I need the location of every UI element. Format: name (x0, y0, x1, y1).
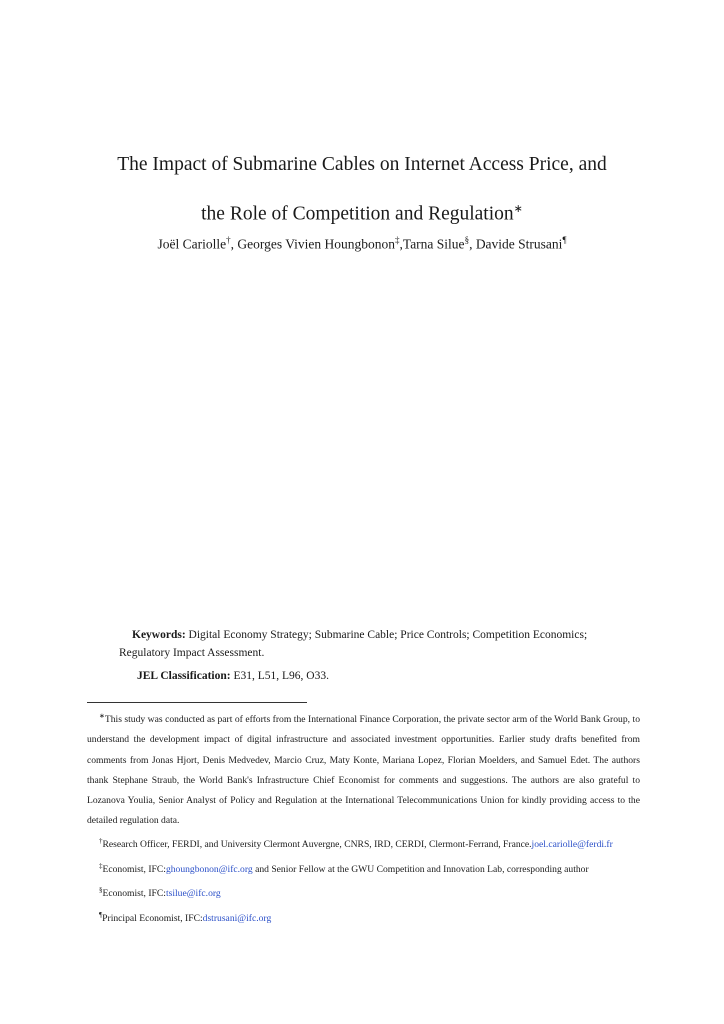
footnote-acknowledgements (87, 706, 640, 831)
jel-classification (137, 670, 329, 682)
author-name: Tarna Silue (402, 236, 465, 252)
keywords-text: Digital Economy Strategy; Submarine Cable; Price Controls; Competition Economics; Regulatory Impact Assessment. (119, 629, 588, 659)
author-footnote-mark: † (226, 235, 231, 245)
title-footnote-mark: ∗ (513, 203, 523, 215)
jel-codes: E31, L51, L96, O33. (233, 670, 329, 682)
author-footnote-mark: ¶ (562, 235, 567, 245)
footnote-text: and Senior Fellow at the GWU Competition and Innovation Lab, corresponding author (252, 863, 589, 875)
keywords-block (119, 626, 607, 662)
footnote-text: Principal Economist, IFC: (102, 912, 203, 924)
footnote-rule (87, 702, 307, 703)
footnote-text: Research Officer, FERDI, and University Clermont Auvergne, CNRS, IRD, CERDI, Clermont-Ferrand, France. (102, 839, 532, 851)
email-link[interactable]: dstrusani@ifc.org (202, 912, 272, 924)
author-footnote-mark: ‡ (395, 235, 400, 245)
author-footnote-mark: § (464, 235, 470, 245)
author-list: Joël Cariolle†, Georges Vivien Houngbonon‡,Tarna Silue§, Davide Strusani¶ (157, 235, 567, 252)
paper-title (60, 143, 664, 237)
author-name: Joël Cariolle (157, 236, 227, 252)
title-line-2-text: the Role of Competition and Regulation (201, 203, 514, 225)
footnote-mark: § (99, 886, 103, 895)
footnote-text: This study was conducted as part of efforts from the International Finance Corporation, the private sector arm of the World Bank Group, to understand the development impact of digital infrastructure and associated investment opportunities. Earlier study drafts benefited from comments from Jonas Hjort, Denis Medvedev, Marcio Cruz, Maty Konte, Mariana Lopez, Florian Moelders, and Samuel Edet. The authors thank Stephane Straub, the World Bank's Infrastructure Chief Economist for comments and suggestions. The authors are also grateful to Lozanova Youlia, Senior Analyst of Policy and Regulation at the International Telecommunications Union for kindly providing access to the detailed regulation data. (87, 714, 640, 827)
author-name: Davide Strusani (475, 236, 563, 252)
footnote-author-1 (87, 831, 640, 855)
author-name: Georges Vivien Houngbonon (237, 236, 396, 252)
footnote-author-3 (87, 880, 640, 904)
footnote-author-2 (87, 856, 640, 880)
email-link[interactable]: tsilue@ifc.org (165, 888, 221, 900)
jel-label: JEL Classification: (137, 670, 231, 682)
title-line-2 (60, 187, 664, 237)
footnote-mark: ¶ (99, 910, 103, 919)
footnotes (87, 706, 640, 929)
keywords-label: Keywords: (132, 629, 186, 641)
footnote-mark: ‡ (99, 861, 103, 870)
footnote-text: Economist, IFC: (102, 888, 166, 900)
footnote-mark: † (99, 837, 103, 846)
footnote-text: Economist, IFC: (102, 863, 166, 875)
footnote-mark: ∗ (99, 712, 105, 720)
title-line-1: The Impact of Submarine Cables on Internet Access Price, and (117, 154, 607, 175)
email-link[interactable]: joel.cariolle@ferdi.fr (531, 839, 613, 851)
footnote-author-4 (87, 905, 640, 929)
email-link[interactable]: ghoungbonon@ifc.org (165, 863, 253, 875)
